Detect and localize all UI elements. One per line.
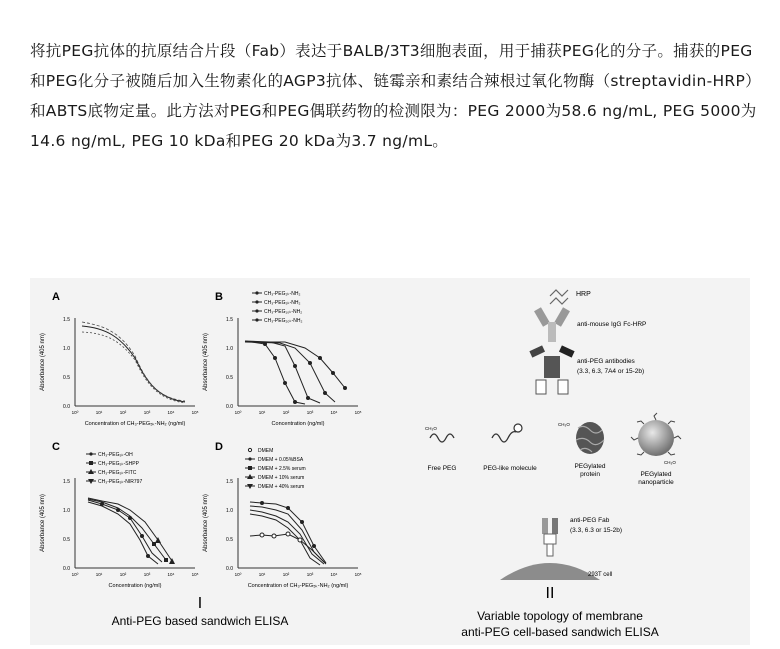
xtick-d-4: 10⁴: [330, 572, 338, 577]
panel-b: [203, 291, 362, 427]
ch3o-free: CH₃O: [425, 426, 437, 431]
free-peg-icon: [430, 434, 454, 442]
legend-d-3: DMEM + 10% serum: [258, 475, 305, 481]
ytick-d-2: 1.0: [226, 508, 233, 514]
pegylated-nanoparticle-icon: [631, 413, 681, 456]
x-label-c: Concentration (ng/ml): [108, 583, 162, 589]
xtick-d-3: 10³: [306, 572, 314, 577]
ch3o-protein: CH₃O: [558, 422, 570, 427]
legend-d-0: DMEM: [258, 448, 274, 454]
ytick-a-2: 1.0: [63, 346, 70, 352]
anti-mouse-antibody-icon: [534, 307, 570, 342]
anti-peg-label: anti-PEG antibodies: [577, 358, 635, 365]
x-label-b: Concentration (ng/ml): [271, 421, 325, 427]
ytick-b-2: 1.0: [226, 346, 233, 352]
ytick-d-1: 0.5: [226, 537, 233, 543]
xtick-c-2: 10²: [119, 572, 127, 577]
legend-c-3: CH₃-PEG₅ₖ-NIR797: [98, 479, 143, 485]
xtick-d-1: 10¹: [258, 572, 266, 577]
ytick-d-0: 0.0: [226, 566, 233, 572]
xtick-c-4: 10⁴: [167, 572, 175, 577]
legend-d-1: DMEM + 0.05%BSA: [258, 457, 304, 463]
ch3o-np: CH₃O: [664, 460, 676, 465]
ytick-d-3: 1.5: [226, 479, 233, 485]
hrp-label: HRP: [576, 291, 591, 298]
xtick-a-3: 10³: [143, 410, 151, 415]
xtick-c-5: 10⁵: [191, 572, 199, 577]
ytick-c-1: 0.5: [63, 537, 70, 543]
ytick-b-3: 1.5: [226, 317, 233, 323]
panel-letter-c: C: [52, 441, 60, 453]
xtick-a-4: 10⁴: [167, 410, 175, 415]
pegylated-protein-label-1: PEGylated: [574, 463, 606, 470]
xtick-d-0: 10⁰: [234, 572, 242, 577]
caption-right-roman: II: [545, 585, 555, 602]
ytick-a-3: 1.5: [63, 317, 70, 323]
legend-d-2: DMEM + 2.5% serum: [258, 466, 306, 472]
ytick-c-3: 1.5: [63, 479, 70, 485]
caption-right-line-1: Variable topology of membrane: [477, 609, 643, 623]
xtick-d-5: 10⁵: [354, 572, 362, 577]
panel-letter-d: D: [215, 441, 223, 453]
y-label-c: Absorbance (405 nm): [40, 494, 46, 552]
anti-peg-fab-label: anti-PEG Fab: [570, 517, 610, 524]
anti-mouse-label: anti-mouse IgG Fc-HRP: [577, 321, 647, 328]
hrp-icon: [550, 290, 568, 304]
ytick-a-1: 0.5: [63, 375, 70, 381]
ytick-c-2: 1.0: [63, 508, 70, 514]
legend-d-4: DMEM + 40% serum: [258, 484, 305, 490]
ytick-b-1: 0.5: [226, 375, 233, 381]
xtick-c-3: 10³: [143, 572, 151, 577]
legend-b: [252, 291, 303, 324]
xtick-d-2: 10²: [282, 572, 290, 577]
curve-d-1: [250, 534, 324, 562]
pegylated-np-label-2: nanoparticle: [638, 479, 674, 486]
y-label-a: Absorbance (405 nm): [40, 333, 46, 391]
ytick-b-0: 0.0: [226, 404, 233, 410]
xtick-c-0: 10⁰: [71, 572, 79, 577]
legend-c: [86, 452, 142, 485]
peg-like-icon: [492, 432, 516, 442]
peg-like-label: PEG-like molecule: [483, 465, 537, 472]
xtick-a-2: 10²: [119, 410, 127, 415]
anti-peg-antibody-icon: [529, 345, 574, 394]
x-label-a: Concentration of CH₃-PEG₅ₖ-NH₂ (ng/ml): [84, 421, 186, 427]
legend-c-2: CH₃-PEG₅ₖ-FITC: [98, 470, 137, 476]
pegylated-protein-icon: [576, 422, 604, 454]
panel-c: [40, 441, 199, 589]
xtick-b-4: 10⁴: [330, 410, 338, 415]
anti-peg-clones: (3.3, 6.3, 7A4 or 15-2b): [577, 368, 645, 375]
curve-b-1: [245, 341, 305, 404]
free-peg-label: Free PEG: [427, 465, 457, 472]
xtick-a-1: 10¹: [95, 410, 103, 415]
panel-letter-b: B: [215, 291, 223, 303]
pegylated-protein-label-2: protein: [580, 471, 600, 478]
xtick-c-1: 10¹: [95, 572, 103, 577]
cell-label: 293T cell: [588, 572, 613, 578]
curve-a-3: [82, 332, 185, 403]
caption-left-roman: I: [197, 595, 203, 612]
legend-b-3: CH₃-PEG₂₀ₖ-NH₂: [264, 318, 303, 324]
xtick-a-0: 10⁰: [71, 410, 79, 415]
xtick-a-5: 10⁵: [191, 410, 199, 415]
fab-clones-label: (3.3, 6.3 or 15-2b): [570, 527, 623, 534]
xtick-b-5: 10⁵: [354, 410, 362, 415]
ytick-a-0: 0.0: [63, 404, 70, 410]
x-label-d: Concentration of CH₃-PEG₅ₖ-NH₂ (ng/ml): [247, 583, 349, 589]
article-paragraph: [30, 36, 760, 156]
figure: [30, 278, 750, 645]
caption-right-line-2: anti-PEG cell-based sandwich ELISA: [461, 625, 659, 639]
panel-letter-a: A: [52, 291, 60, 303]
ytick-c-0: 0.0: [63, 566, 70, 572]
panel-d: [203, 441, 362, 589]
pegylated-np-label-1: PEGylated: [640, 471, 672, 478]
panel-a: [40, 291, 199, 427]
curve-a-2: [82, 322, 185, 401]
xtick-b-3: 10³: [306, 410, 314, 415]
y-label-d: Absorbance (405 nm): [203, 494, 209, 552]
cell-shape: [500, 563, 600, 580]
legend-d: [245, 448, 306, 490]
legend-b-0: CH₃-PEG₂ₖ-NH₂: [264, 291, 301, 297]
paragraph-text: 将抗PEG抗体的抗原结合片段（Fab）表达于BALB/3T3细胞表面，用于捕获PEG化的分子。捕获的PEG和PEG化分子被随后加入生物素化的AGP3抗体、链霉亲和素结合辣根过氧化物酶（streptavidin-HRP）和ABTS底物定量。此方法对PEG和PEG偶联药物的检测限为：PEG 2000为58.6 ng/mL, PEG 5000为14.6 ng/mL, PEG 10 kDa和PEG 20 kDa为3.7 ng/mL。: [30, 42, 757, 150]
schematic: [425, 290, 681, 580]
figure-svg: [30, 278, 750, 645]
caption-left: Anti-PEG based sandwich ELISA: [111, 614, 289, 628]
curve-d-5: [250, 514, 320, 565]
legend-b-1: CH₃-PEG₅ₖ-NH₂: [264, 300, 301, 306]
y-label-b: Absorbance (405 nm): [203, 333, 209, 391]
legend-b-2: CH₃-PEG₁₀ₖ-NH₂: [264, 309, 303, 315]
xtick-b-0: 10⁰: [234, 410, 242, 415]
anti-peg-fab-icon: [542, 518, 558, 556]
curve-a-1: [82, 326, 185, 402]
xtick-b-1: 10¹: [258, 410, 266, 415]
legend-c-0: CH₃-PEG₅ₖ-OH: [98, 452, 133, 458]
xtick-b-2: 10²: [282, 410, 290, 415]
legend-c-1: CH₃-PEG₅ₖ-SHPP: [98, 461, 139, 467]
